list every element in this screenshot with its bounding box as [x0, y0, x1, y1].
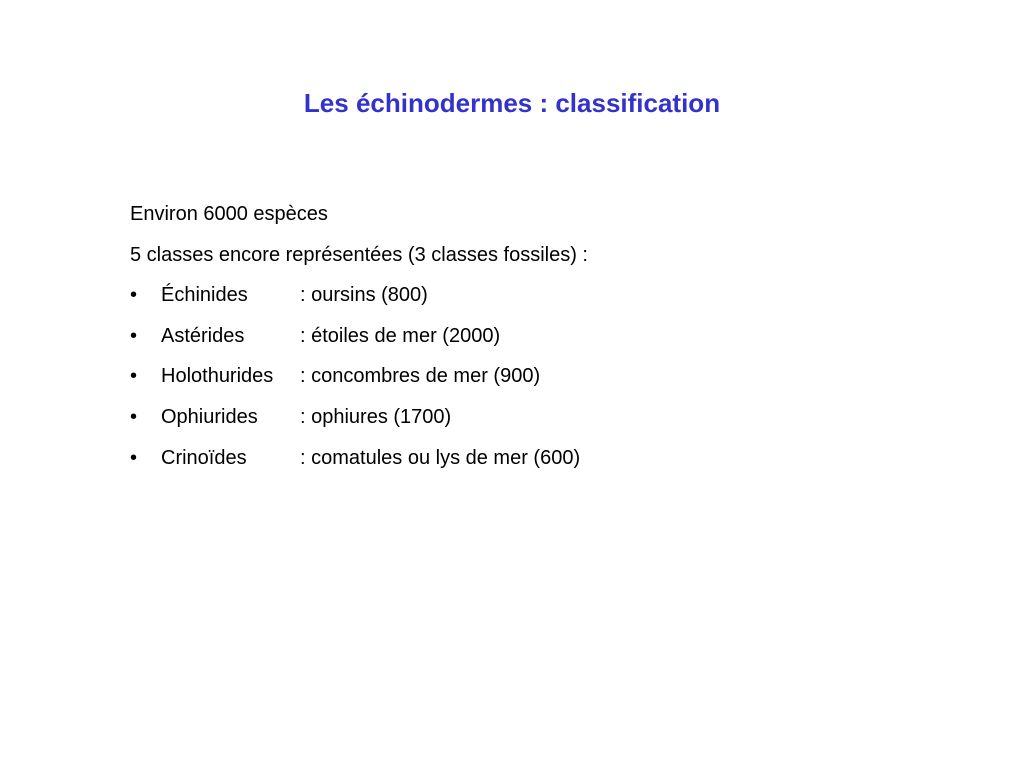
list-item-asterides: [130, 316, 930, 357]
class-description: : ophiures (1700): [300, 405, 452, 428]
slide-content: [130, 194, 930, 478]
list-item-echinides: [130, 275, 930, 316]
class-term: Crinoïdes: [161, 446, 247, 469]
class-term: Échinides: [161, 284, 248, 307]
list-item-holothurides: [130, 356, 930, 397]
class-description: : étoiles de mer (2000): [300, 324, 501, 347]
slide-title: Les échinodermes : classification: [303, 88, 721, 118]
bullet-icon: •: [130, 324, 138, 347]
bullet-icon: •: [130, 405, 138, 428]
class-term: Astérides: [161, 324, 245, 347]
class-description: : comatules ou lys de mer (600): [300, 446, 581, 469]
class-description: : oursins (800): [300, 284, 428, 307]
class-term: Ophiurides: [161, 405, 258, 428]
bullet-icon: •: [130, 365, 138, 388]
intro-line-classes: 5 classes encore représentées (3 classes fossiles) :: [130, 243, 588, 266]
intro-line-species-count: Environ 6000 espèces: [130, 203, 328, 225]
bullet-icon: •: [130, 284, 138, 307]
list-item-crinoides: [130, 438, 930, 479]
class-description: : concombres de mer (900): [300, 365, 541, 388]
class-term: Holothurides: [161, 365, 274, 388]
list-item-ophiurides: [130, 397, 930, 438]
bullet-icon: •: [130, 446, 138, 469]
